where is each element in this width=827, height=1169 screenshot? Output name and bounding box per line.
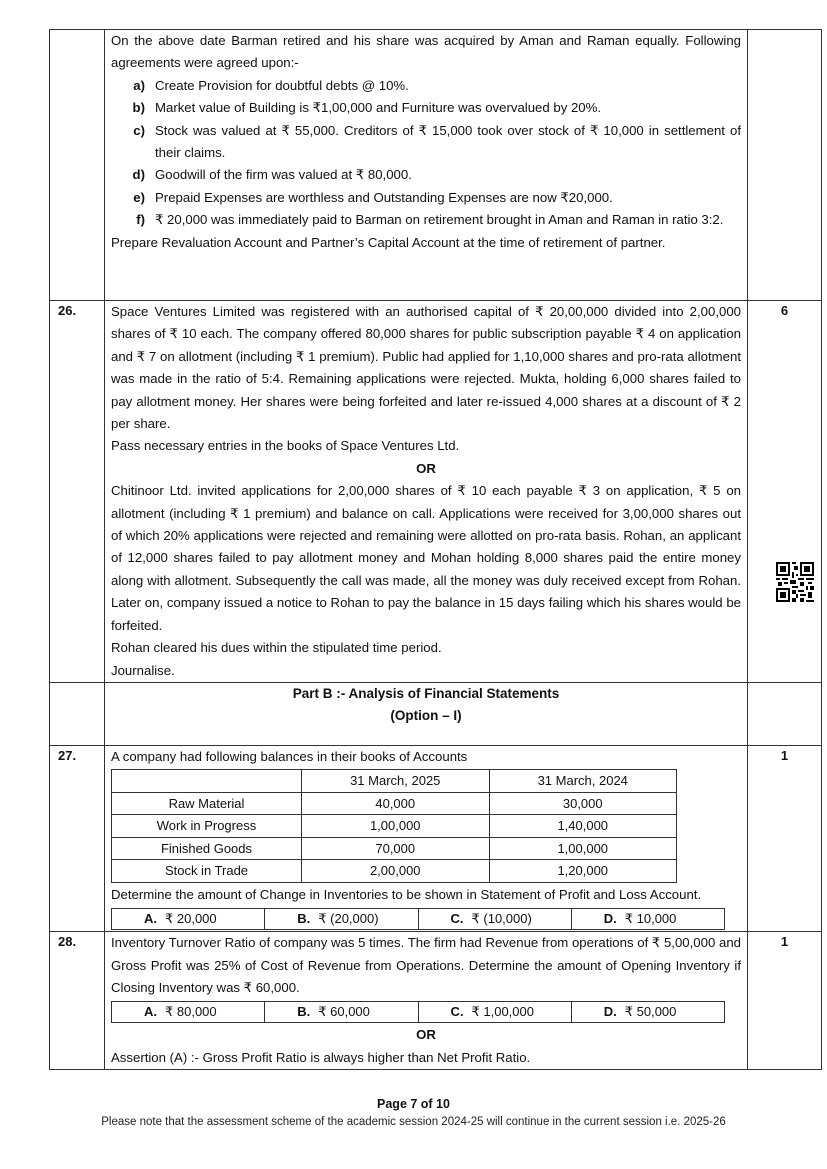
table-header (112, 770, 302, 793)
q26-para-5: Journalise. (111, 662, 175, 678)
section-heading-row (50, 682, 822, 745)
question-body-25 (105, 30, 748, 301)
list-label: e) (133, 189, 145, 205)
list-label: c) (133, 122, 145, 138)
option-d[interactable] (571, 909, 724, 930)
option-c[interactable] (418, 1002, 571, 1023)
table-row (112, 815, 677, 838)
question-body-27 (105, 745, 748, 931)
question-table (49, 29, 822, 1070)
section-heading (105, 682, 748, 745)
qr-code-icon (776, 562, 814, 602)
table-header: 31 March, 2024 (489, 770, 677, 793)
list-text: Create Provision for doubtful debts @ 10%. (155, 77, 409, 93)
option-text: ₹ 10,000 (624, 911, 677, 927)
option-label: D. (603, 911, 617, 927)
marks: 1 (748, 745, 822, 931)
q28-question: Inventory Turnover Ratio of company was 5 times. The firm had Revenue from operations of ₹ 5,00,000 and Gross Profit was 25% of Cost of Revenue from Operations. Determine the amount of Opening Inventory if Closing Inventory was ₹ 60,000. (111, 935, 741, 996)
table-cell: Work in Progress (112, 815, 302, 838)
question-row-25-cont (50, 30, 822, 301)
table-row (112, 860, 677, 883)
marks-cell (748, 30, 822, 301)
question-row-27 (50, 745, 822, 931)
option-c[interactable] (418, 909, 571, 930)
option-a[interactable] (112, 909, 265, 930)
list-text: Goodwill of the firm was valued at ₹ 80,000. (155, 167, 412, 183)
list-text: Stock was valued at ₹ 55,000. Creditors of ₹ 15,000 took over stock of ₹ 10,000 in settlement of their claims. (155, 122, 741, 161)
q27-question: Determine the amount of Change in Inventories to be shown in Statement of Profit and Loss Account. (111, 886, 702, 902)
q25-closing: Prepare Revaluation Account and Partner’s Capital Account at the time of retirement of partner. (111, 234, 666, 250)
question-number: 28. (50, 932, 105, 1070)
q25-intro: On the above date Barman retired and his share was acquired by Aman and Raman equally. Following agreements were agreed upon:- (111, 33, 741, 71)
list-text: Market value of Building is ₹1,00,000 and Furniture was overvalued by 20%. (155, 100, 602, 116)
table-cell: 1,00,000 (302, 815, 490, 838)
question-row-28 (50, 932, 822, 1070)
q26-para-1: Space Ventures Limited was registered with an authorised capital of ₹ 20,00,000 divided into 2,00,000 shares of ₹ 10 each. The company offered 80,000 shares for public subscription payable ₹ 4 on application and ₹ 7 on allotment (including ₹ 1 premium). Public had applied for 1,10,000 shares and pro-rata allotment was made in the ratio of 5:4. Remaining applications were rejected. Mukta, holding 6,000 shares failed to pay allotment money. Her shares were being forfeited and later re-issued 4,000 shares at a discount of ₹ 2 per share. (111, 304, 741, 432)
question-row-26 (50, 301, 822, 683)
option-b[interactable] (265, 909, 418, 930)
question-number: 26. (50, 301, 105, 683)
list-item (111, 209, 741, 231)
option-b[interactable] (265, 1002, 418, 1023)
section-subtitle: (Option – I) (390, 707, 462, 723)
list-item (111, 75, 741, 97)
table-cell: Finished Goods (112, 837, 302, 860)
q27-intro: A company had following balances in their books of Accounts (111, 748, 468, 764)
section-title: Part B :- Analysis of Financial Statements (292, 685, 560, 701)
q26-para-3: Chitinoor Ltd. invited applications for 2,00,000 shares of ₹ 10 each payable ₹ 3 on application, ₹ 5 on allotment (including ₹ 1 premium) and balance on call. Applications were received for 3,00,000 shares out of which 20% applications were rejected and remaining were allotted on pro-rata basis. Rohan, an applicant of 12,000 shares failed to pay allotment money and Mohan holding 8,000 shares paid the entire money along with allotment. Subsequently the call was made, all the money was duly received except from Rohan. Later on, company issued a notice to Rohan to pay the balance in 15 days failing which his shares would be forfeited. (111, 483, 741, 633)
q26-para-4: Rohan cleared his dues within the stipulated time period. (111, 640, 442, 656)
list-label: d) (132, 167, 145, 183)
table-cell: 70,000 (302, 837, 490, 860)
table-row (112, 837, 677, 860)
list-label: b) (132, 100, 145, 116)
list-item (111, 164, 741, 186)
option-label: C. (450, 1004, 464, 1020)
table-cell: 1,20,000 (489, 860, 677, 883)
option-text: ₹ (20,000) (318, 911, 379, 927)
table-header-row (112, 770, 677, 793)
balances-table (111, 769, 677, 883)
table-cell: 40,000 (302, 792, 490, 815)
option-d[interactable] (571, 1002, 724, 1023)
table-header: 31 March, 2025 (302, 770, 490, 793)
option-label: A. (144, 1004, 157, 1020)
or-separator: OR (416, 460, 436, 476)
question-number-cell (50, 30, 105, 301)
marks: 1 (748, 932, 822, 1070)
option-label: B. (297, 1004, 311, 1020)
table-cell: Raw Material (112, 792, 302, 815)
list-text: ₹ 20,000 was immediately paid to Barman on retirement brought in Aman and Raman in ratio 3:2. (155, 212, 724, 228)
list-item (111, 187, 741, 209)
option-text: ₹ 50,000 (624, 1004, 677, 1020)
question-number: 27. (50, 745, 105, 931)
table-cell: Stock in Trade (112, 860, 302, 883)
option-text: ₹ (10,000) (471, 911, 532, 927)
table-row (112, 792, 677, 815)
options-table (111, 908, 725, 930)
list-item (111, 97, 741, 119)
option-text: ₹ 1,00,000 (471, 1004, 534, 1020)
q28-assertion: Assertion (A) :- Gross Profit Ratio is always higher than Net Profit Ratio. (111, 1049, 531, 1065)
table-cell: 1,00,000 (489, 837, 677, 860)
options-table (111, 1001, 725, 1023)
option-text: ₹ 20,000 (165, 911, 217, 927)
list-text: Prepaid Expenses are worthless and Outstanding Expenses are now ₹20,000. (155, 189, 613, 205)
page-number: Page 7 of 10 (377, 1097, 450, 1111)
option-text: ₹ 60,000 (318, 1004, 370, 1020)
option-label: D. (603, 1004, 617, 1020)
list-label: a) (133, 77, 145, 93)
q26-para-2: Pass necessary entries in the books of Space Ventures Ltd. (111, 438, 460, 454)
table-cell: 1,40,000 (489, 815, 677, 838)
marks-cell (748, 682, 822, 745)
list-label: f) (136, 212, 145, 228)
option-label: B. (297, 911, 311, 927)
question-body-28 (105, 932, 748, 1070)
option-label: A. (144, 911, 157, 927)
option-text: ₹ 80,000 (165, 1004, 217, 1020)
or-separator: OR (416, 1027, 436, 1043)
option-a[interactable] (112, 1002, 265, 1023)
question-number-cell (50, 682, 105, 745)
marks: 6 (748, 301, 822, 683)
list-item (111, 120, 741, 165)
table-cell: 2,00,000 (302, 860, 490, 883)
question-body-26 (105, 301, 748, 683)
table-cell: 30,000 (489, 792, 677, 815)
footer-note: Please note that the assessment scheme of the academic session 2024-25 will continue in the current session i.e. 2025-26 (101, 1116, 726, 1128)
option-label: C. (450, 911, 464, 927)
